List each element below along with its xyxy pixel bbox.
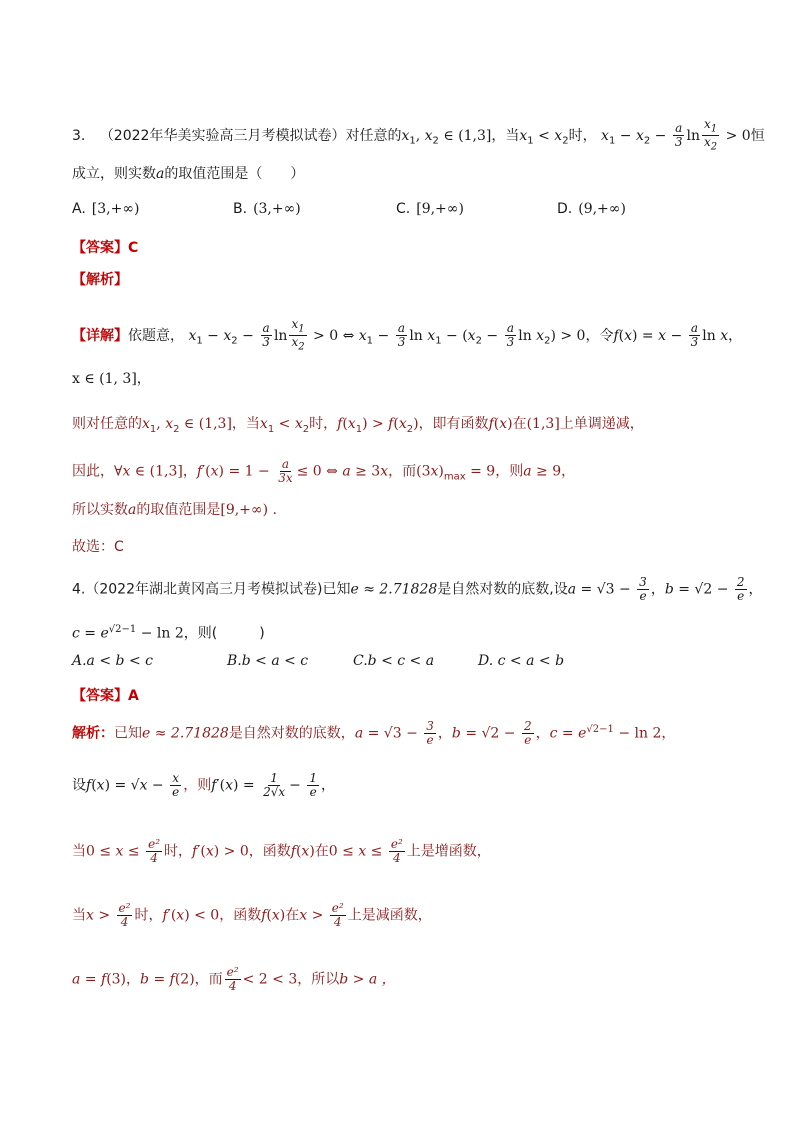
q4-answer: 【答案】A — [72, 688, 139, 704]
q4-line1: 4.（2022年湖北黄冈高三月考模拟试卷)已知e ≈ 2.71828是自然对数的底数,设a = √3 − $\frac{3}{e}$ ，b = √2 − $\frac{2}{e}$ ， — [72, 575, 763, 603]
q3-option-c: C. [9,+∞) — [396, 201, 464, 217]
q3-option-d: D. (9,+∞) — [557, 201, 626, 217]
q3-detail-line5: 所以实数a的取值范围是[9,+∞) . — [72, 502, 277, 518]
q3-answer: 【答案】C — [72, 240, 139, 256]
q3-analysis-tag: 【解析】 — [72, 272, 128, 288]
q4-analysis-line2: 设f(x) = √x − $\frac{x}{e}$ ，则f′(x) = $\frac{1}{2√x}$ − $\frac{1}{e}$ ， — [72, 771, 335, 799]
q3-cond2: 时， — [568, 127, 597, 144]
q3-source: （2022年华美实验高三月考模拟试卷）对任意的 — [99, 127, 402, 144]
q4-analysis-line3: 当0 ≤ x ≤ $\frac{\text{e²}}{4}$ 时，f′(x) > 0，函数f(x)在0 ≤ x ≤ $\frac{\text{e²}}{4}$ 上是增函数， — [72, 837, 491, 865]
q4-option-c: C.b < c < a — [353, 653, 435, 669]
q3-line2: 成立，则实数a的取值范围是（ ） — [72, 166, 305, 182]
q3-choose: 故选：C — [72, 539, 124, 555]
q3-tail: 恒 — [750, 127, 765, 144]
q4-line2: $c = e^{√2-1} - \ln 2$，则( ) — [72, 624, 265, 642]
q4-analysis-line5: a = f(3)，b = f(2)，而 $\frac{\text{e²}}{4}$ < 2 < 3，所以b > a ， — [72, 965, 396, 993]
q3-option-a: A. [3,+∞) — [72, 201, 140, 217]
q3-cond1: ，当 — [491, 127, 520, 144]
q4-analysis-line4: 当x > $\frac{\text{e²}}{4}$ 时，f′(x) < 0，函数f(x)在x > $\frac{\text{e²}}{4}$ 上是减函数， — [72, 901, 432, 929]
q3-line2b-text: 的取值范围是（ ） — [164, 166, 305, 182]
q3-option-b: B. (3,+∞) — [233, 201, 301, 217]
q3-detail-line2: x ∈ (1, 3]， — [72, 371, 151, 387]
q3-number: 3. — [72, 127, 86, 144]
q4-analysis-line1: 解析：已知e ≈ 2.71828是自然对数的底数，a = √3 − $\frac{3}{e}$ ，b = √2 − $\frac{2}{e}$ ，$c = e^{√2-1} - \ln 2$， — [72, 719, 676, 748]
q4-option-d: D. c < a < b — [478, 653, 565, 669]
q3-line1: 3. （2022年华美实验高三月考模拟试卷）对任意的$x_1$, $x_2$ ∈ (1,3]，当$x_1 < x_2$时， $x_1 - x_2$ − $\frac{a}{3}$ ln $\frac{x_1}{x_2}$ > 0恒 — [72, 117, 765, 153]
q4-option-b: B.b < a < c — [227, 653, 309, 669]
q4-option-a: A.a < b < c — [72, 653, 153, 669]
q3-detail-line3: 则对任意的$x_1$, $x_2$ ∈ (1,3]，当$x_1 < x_2$时，$f(x_1) > f(x_2)$，即有函数f(x)在(1,3]上单调递减， — [72, 416, 644, 435]
q3-detail-line1: 【详解】依题意， $x_1 - x_2$ − $\frac{a}{3}$ ln $\frac{x_1}{x_2}$ > 0 ⇔ $x_1$ − $\frac{a}{3}$ $\ln x_1 - (x_2$ − $\frac{a}{3}$ $\ln x_2) > 0$，令f(x) = x − $\frac{a}{3}$ ln x， — [72, 317, 743, 353]
q3-line2-text: 成立，则实数 — [72, 166, 156, 182]
q3-detail-line4: 因此，∀x ∈ (1,3]，f′(x) = 1 − $\frac{a}{3x}$ ≤ 0 ⇔ a ≥ 3x，而$(3x)_{max} = 9$，则a ≥ 9， — [72, 457, 576, 485]
